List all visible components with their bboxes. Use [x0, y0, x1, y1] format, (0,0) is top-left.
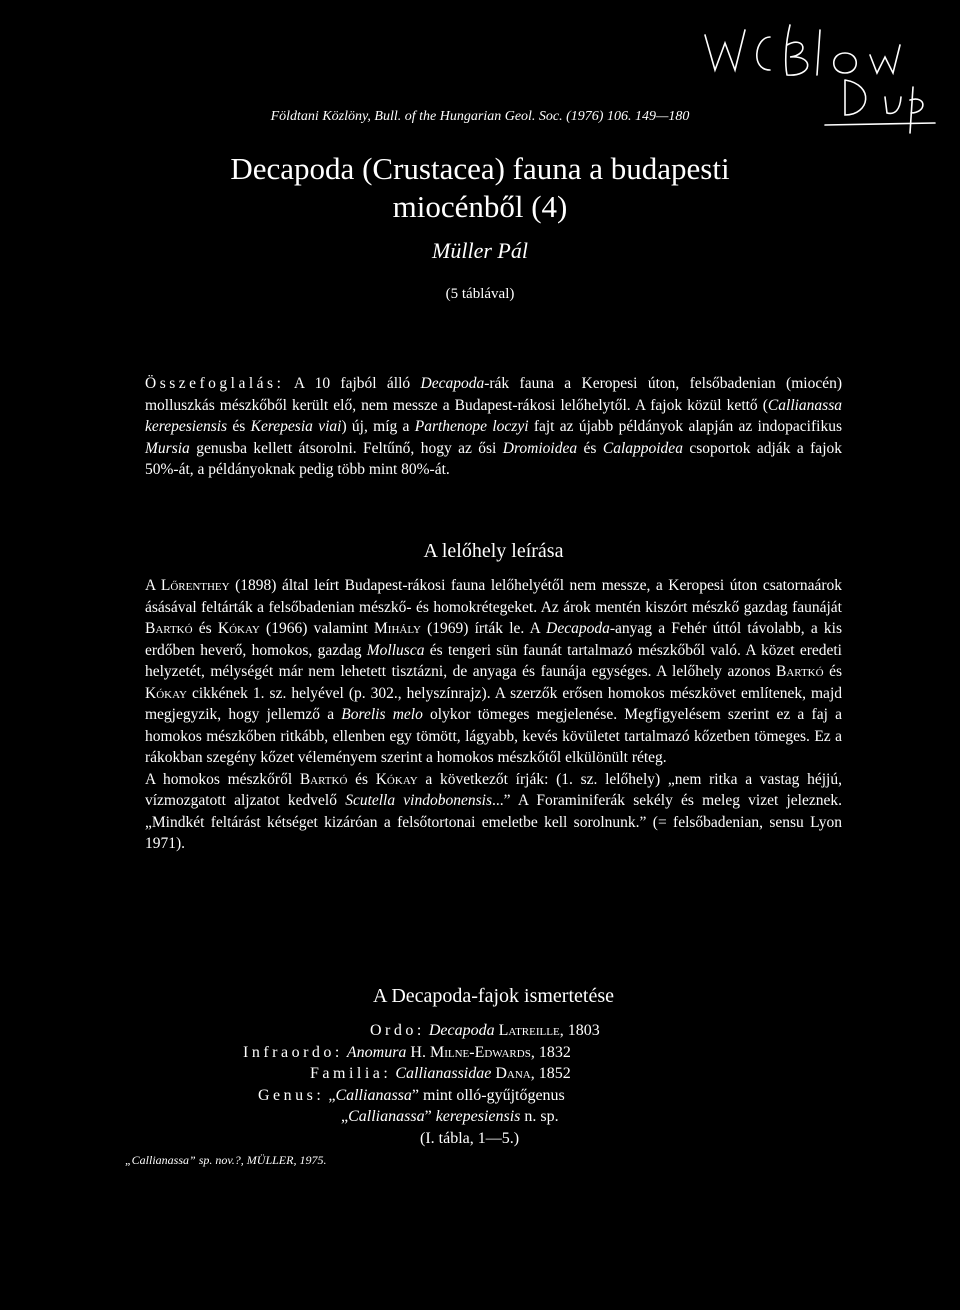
section-heading-species: A Decapoda-fajok ismertetése: [372, 985, 614, 1007]
author-name: Kókay: [375, 770, 418, 788]
rank-label: Ordo:: [370, 1022, 425, 1039]
taxonomy-plate-ref: [145, 1128, 842, 1150]
plates-note: (5 táblával): [445, 286, 515, 302]
taxon-year: , 1832: [530, 1043, 571, 1061]
taxon-name: Parthenope loczyi: [414, 418, 529, 435]
summary-text: és: [577, 439, 603, 457]
taxonomy-genus: [145, 1085, 842, 1107]
taxon-name: Dromioidea: [502, 439, 578, 457]
taxon-name: Callianassa kerepesiensis: [145, 396, 842, 435]
genus-note: ” mint olló-gyűjtőgenus: [411, 1086, 565, 1104]
plate-reference: (I. tábla, 1—5.): [420, 1129, 520, 1147]
taxon-name: Borelis melo: [341, 706, 423, 723]
locality-paragraph-1: [145, 575, 842, 769]
author-name: Dana: [495, 1065, 531, 1082]
body-text: (1969) írták le. A: [420, 620, 547, 637]
summary-text: -rák fauna a Keropesi úton, felsőbadenian (miocén) molluszkás mészkőből került elő, nem messze a Budapest-rákosi lelőhelytől. A fajok közül kettő (: [145, 375, 842, 414]
taxon-name: Callianassa: [335, 1086, 412, 1104]
author-name: Bartkó: [299, 770, 348, 788]
author-name: Kókay: [217, 620, 260, 637]
locality-section: [145, 575, 842, 855]
taxon-name: Decapoda: [428, 1022, 495, 1039]
taxon-name: kerepesiensis: [435, 1108, 521, 1125]
body-text: és tengeri sün faunát tartalmazó mészkőből való. A közet eredeti helyzetét, mélységét már nem lehetett tisztázni, de anyaga és faunája egységes. A lelőhely azonos: [145, 641, 842, 680]
taxon-name: Callianassidae: [395, 1065, 492, 1082]
summary-text: genusba kellett átsorolni. Feltűnő, hogy az ősi: [189, 439, 503, 457]
taxonomy-infraordo: [145, 1042, 842, 1064]
taxon-author-prefix: H.: [406, 1043, 430, 1061]
summary-paragraph: [145, 373, 842, 481]
author-name: Kókay: [145, 684, 187, 702]
body-text: A: [145, 577, 161, 594]
body-text: ...” A Foraminiferák sekély és meleg vizet jeleznek. „Mindkét feltárást kétséget kizáróan a felsőtortonai emeletbe kell sorolnunk.” (= felsőbadenian, sensu Lyon 1971).: [145, 792, 842, 852]
body-text: A homokos mészkőről: [145, 770, 300, 788]
rank-label: Familia:: [310, 1065, 392, 1082]
taxon-name: Calappoidea: [602, 439, 683, 457]
taxon-name: Mollusca: [366, 641, 425, 659]
taxonomy-species: [145, 1106, 842, 1128]
body-text: és: [347, 770, 376, 788]
quote-mark: ”: [424, 1108, 436, 1125]
author-name: Lőrenthey: [160, 577, 230, 594]
paper-title: [120, 150, 840, 226]
taxon-name: Anomura: [346, 1043, 407, 1061]
locality-paragraph-2: [145, 769, 842, 855]
author-name: Mihály: [374, 620, 421, 637]
body-text: a következőt írják: (1. sz. lelőhely) „nem ritka a vastag héjjú, vízmozgatott aljzatot kedvelő: [145, 770, 842, 809]
taxon-year: , 1852: [530, 1065, 571, 1082]
taxonomy-ordo: [145, 1020, 842, 1042]
title-line-2: miocénből (4): [392, 189, 568, 224]
body-text: és: [192, 620, 218, 637]
body-text: -anyag a Fehér úttól távolabb, a kis erdőben heverő, homokos, gazdag: [145, 620, 842, 659]
taxon-year: , 1803: [559, 1022, 600, 1039]
summary-text: fajt az újabb példányok alapján az indopacifikus: [528, 418, 842, 435]
footnote: „Callianassa” sp. nov.?, MÜLLER, 1975.: [125, 1153, 327, 1167]
author-name: Bartkó: [145, 620, 193, 637]
body-text: (1898) által leírt Budapest-rákosi fauna lelőhelyétől nem messze, a Keropesi úton csatornaárok ásásával feltárták a felsőbadenian mészkő- és homokrétegeket. Az árok mentén kiszórt mészkő gazdag faunáját: [145, 577, 842, 616]
body-text: cikkének 1. sz. helyével (p. 302., helyszínrajz). A szerzők erősen homokos mészkövet említenek, majd megjegyzik, hogy jellemző a: [145, 684, 842, 723]
quote-mark: „: [328, 1086, 336, 1104]
body-text: olykor tömeges megjelenése. Megfigyelésem szerint ez a faj a homokos mészkőben ritkább, ellenben egy tömött, lágyabb, kevés kövületet tartalmazó kőzetben tömeges. Ez a rákokban szegény kőzet véleményem szerint a homokos mészkőtől elkülönült réteg.: [145, 706, 842, 766]
taxon-name: Scutella vindobonensis: [345, 792, 492, 809]
taxon-name: Decapoda: [420, 375, 485, 392]
section-heading-locality: A lelőhely leírása: [423, 540, 564, 562]
quote-mark: „: [341, 1108, 349, 1125]
rank-label: Infraordo:: [243, 1043, 343, 1061]
author-name: Bartkó: [776, 663, 824, 680]
taxon-name: Decapoda: [546, 620, 610, 637]
author: Müller Pál: [432, 238, 528, 263]
summary-text: és: [227, 418, 251, 435]
author-name: Latreille: [498, 1022, 560, 1039]
rank-label: Genus:: [258, 1086, 325, 1104]
summary-text: ) új, míg a: [341, 418, 415, 435]
author-name: Milne-Edwards: [429, 1043, 531, 1061]
taxonomy-familia: [145, 1063, 842, 1085]
running-head: Földtani Közlöny, Bull. of the Hungarian Geol. Soc. (1976) 106. 149—180: [270, 109, 690, 124]
summary-label: Összefoglalás:: [145, 375, 285, 392]
species-note: n. sp.: [520, 1108, 559, 1125]
body-text: (1966) valamint: [259, 620, 374, 637]
title-line-1: Decapoda (Crustacea) fauna a budapesti: [230, 151, 730, 186]
summary-text: A 10 fajból álló: [284, 375, 421, 392]
taxon-name: Callianassa: [348, 1108, 425, 1125]
summary-text: csoportok adják a fajok 50%-át, a példányoknak pedig több mint 80%-át.: [145, 439, 842, 478]
body-text: és: [823, 663, 842, 680]
taxonomy-block: [145, 1020, 842, 1149]
taxon-name: Kerepesia viai: [250, 418, 342, 435]
taxon-name: Mursia: [145, 439, 190, 457]
